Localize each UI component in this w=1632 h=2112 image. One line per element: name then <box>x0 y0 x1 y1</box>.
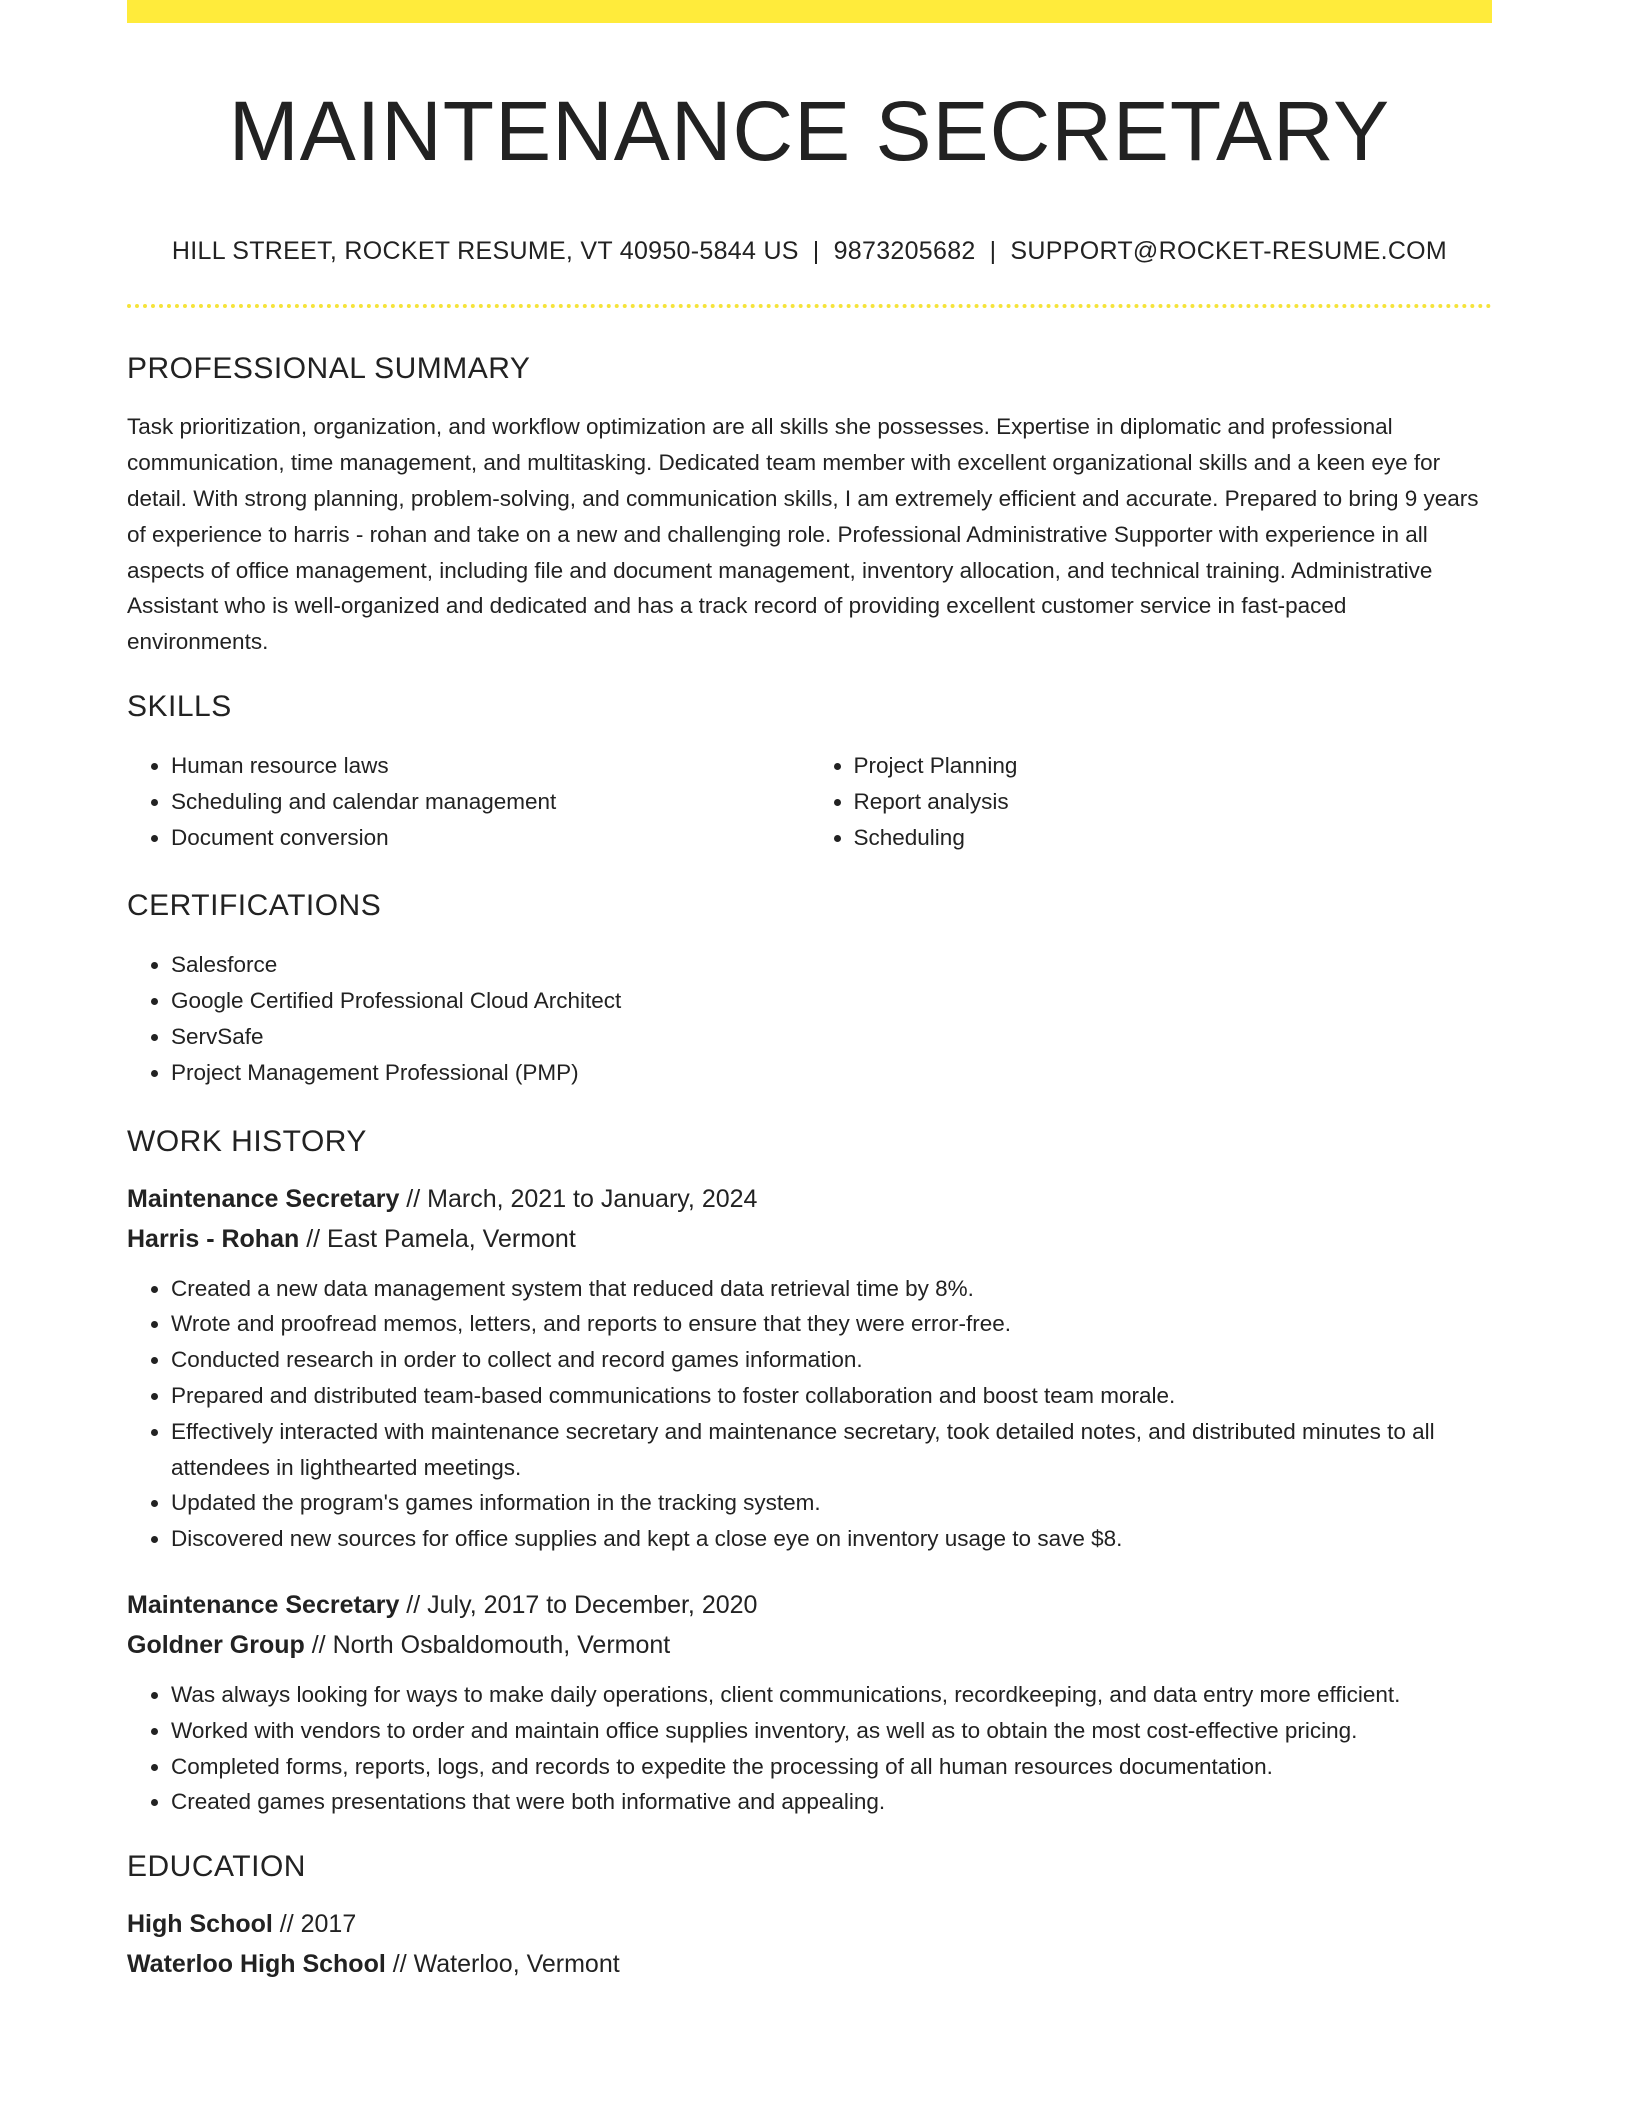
job-location: // East Pamela, Vermont <box>299 1224 576 1253</box>
certifications-heading: CERTIFICATIONS <box>127 889 382 923</box>
contact-address: HILL STREET, ROCKET RESUME, VT 40950-5844 US <box>171 237 799 266</box>
certification-item: • Salesforce <box>171 947 1492 983</box>
job-location: // North Osbaldomouth, Vermont <box>304 1630 671 1659</box>
contact-phone: 9873205682 <box>833 237 976 266</box>
skills-list-right <box>810 748 1493 855</box>
skills-list-left <box>127 748 810 855</box>
skills-heading: SKILLS <box>127 689 232 723</box>
skills-grid <box>127 748 1492 855</box>
summary-heading: PROFESSIONAL SUMMARY <box>127 352 531 386</box>
education-school-line <box>127 1944 1492 1984</box>
job-role: Maintenance Secretary <box>127 1590 400 1619</box>
education-heading: EDUCATION <box>127 1850 306 1884</box>
job-bullets <box>127 1271 1492 1557</box>
job-title-line <box>127 1179 1492 1219</box>
job-bullet: • Updated the program's games information in the tracking system. <box>171 1485 1492 1521</box>
work-history-heading: WORK HISTORY <box>127 1124 367 1158</box>
summary-text: Task prioritization, organization, and workflow optimization are all skills she possesses. Expertise in diplomatic and professional communication, time management, and multitasking. Dedicated team member with excellent organizational skills and a keen eye for detail. With strong planning, problem-solving, and communication skills, I am extremely efficient and accurate. Prepared to bring 9 years of experience to harris - rohan and take on a new and challenging role. Professional Administrative Supporter with experience in all aspects of office management, including file and document management, inventory allocation, and technical training. Administrative Assistant who is well-organized and dedicated and has a track record of providing excellent customer service in fast-paced environments. <box>127 414 1479 655</box>
job-role: Maintenance Secretary <box>127 1184 400 1213</box>
job-title-line <box>127 1585 1492 1625</box>
contact-separator: | <box>812 237 820 266</box>
certification-item: • ServSafe <box>171 1019 1492 1055</box>
skill-item: • Report analysis <box>854 784 1493 820</box>
resume-page <box>127 0 1492 1984</box>
certification-item: • Google Certified Professional Cloud Architect <box>171 983 1492 1019</box>
certification-item: • Project Management Professional (PMP) <box>171 1055 1492 1091</box>
accent-bar <box>127 0 1492 23</box>
job-company-line <box>127 1625 1492 1665</box>
job-bullet: • Wrote and proofread memos, letters, and reports to ensure that they were error-free. <box>171 1306 1492 1342</box>
education-degree-line <box>127 1904 1492 1944</box>
header-divider <box>127 304 1492 308</box>
job-bullet: • Prepared and distributed team-based communications to foster collaboration and boost team morale. <box>171 1378 1492 1414</box>
job-bullet: • Effectively interacted with maintenance secretary and maintenance secretary, took detailed notes, and distributed minutes to all attendees in lighthearted meetings. <box>171 1414 1492 1486</box>
skill-item: • Human resource laws <box>171 748 810 784</box>
job-bullet: • Completed forms, reports, logs, and records to expedite the processing of all human resources documentation. <box>171 1749 1492 1785</box>
job-bullet: • Discovered new sources for office supplies and kept a close eye on inventory usage to save $8. <box>171 1521 1492 1557</box>
job-dates: // March, 2021 to January, 2024 <box>399 1184 758 1213</box>
contact-email: SUPPORT@ROCKET-RESUME.COM <box>1010 237 1448 266</box>
skill-item: • Scheduling and calendar management <box>171 784 810 820</box>
job-bullet: • Created games presentations that were both informative and appealing. <box>171 1784 1492 1820</box>
certifications-list <box>127 947 1492 1090</box>
job-bullet: • Created a new data management system that reduced data retrieval time by 8%. <box>171 1271 1492 1307</box>
contact-separator: | <box>989 237 997 266</box>
job-bullet: • Conducted research in order to collect and record games information. <box>171 1342 1492 1378</box>
job-bullet: • Was always looking for ways to make daily operations, client communications, recordkeeping, and data entry more efficient. <box>171 1677 1492 1713</box>
education-year: // 2017 <box>272 1910 357 1939</box>
job-bullet: • Worked with vendors to order and maintain office supplies inventory, as well as to obtain the most cost-effective pricing. <box>171 1713 1492 1749</box>
contact-line <box>127 237 1492 266</box>
education-school: Waterloo High School <box>127 1950 386 1979</box>
candidate-name: MAINTENANCE SECRETARY <box>228 84 1391 178</box>
education-location: // Waterloo, Vermont <box>385 1950 620 1979</box>
skill-item: • Project Planning <box>854 748 1493 784</box>
job-bullets <box>127 1677 1492 1820</box>
job-dates: // July, 2017 to December, 2020 <box>399 1590 758 1619</box>
job-company: Goldner Group <box>127 1630 305 1659</box>
skill-item: • Document conversion <box>171 820 810 856</box>
job-company: Harris - Rohan <box>127 1224 300 1253</box>
education-degree: High School <box>127 1910 273 1939</box>
skill-item: • Scheduling <box>854 820 1493 856</box>
job-company-line <box>127 1219 1492 1259</box>
